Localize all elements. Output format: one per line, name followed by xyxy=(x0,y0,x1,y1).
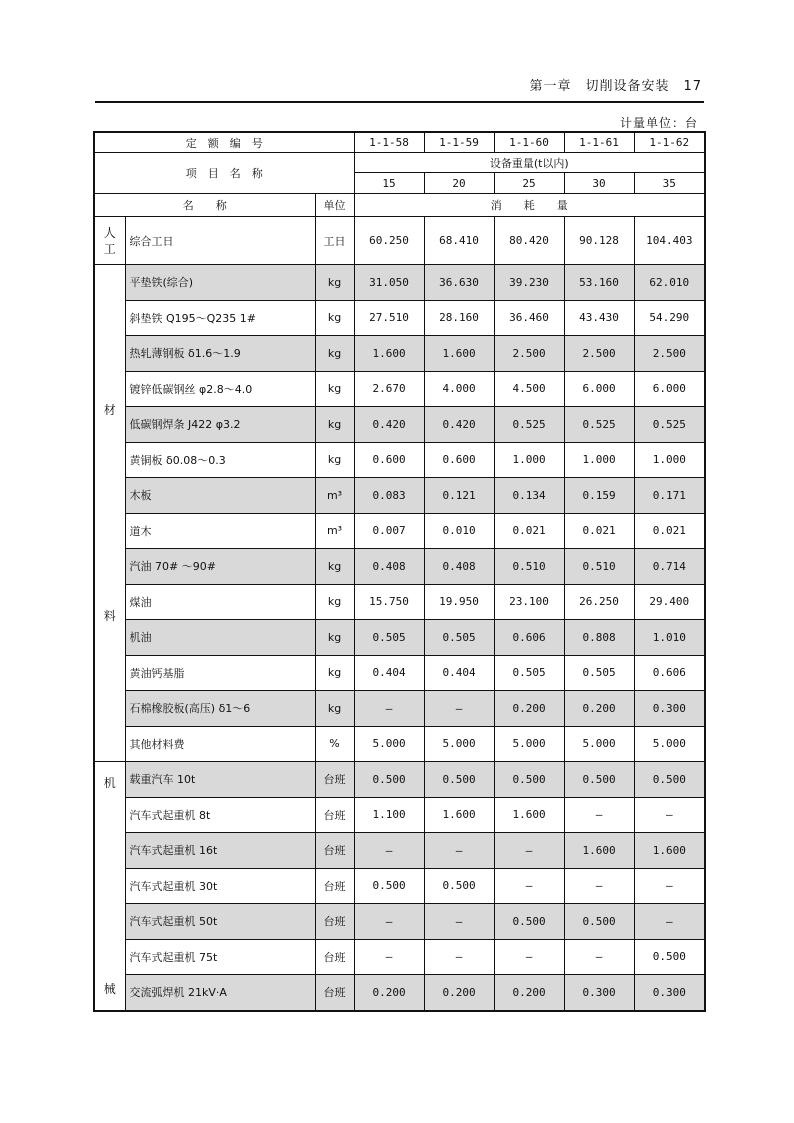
value-cell: — xyxy=(424,904,494,940)
value-cell: — xyxy=(424,833,494,869)
item-name: 汽车式起重机 30t xyxy=(125,868,315,904)
header-rule xyxy=(95,101,704,103)
value-cell: 1.600 xyxy=(424,797,494,833)
item-unit: kg xyxy=(315,655,354,691)
value-cell: 1.000 xyxy=(564,442,634,478)
code-cell: 1-1-60 xyxy=(494,132,564,153)
code-cell: 1-1-62 xyxy=(634,132,705,153)
value-cell: 0.134 xyxy=(494,478,564,514)
item-unit: 工日 xyxy=(315,217,354,265)
value-cell: 80.420 xyxy=(494,217,564,265)
item-name: 热轧薄钢板 δ1.6～1.9 xyxy=(125,336,315,372)
value-cell: 0.808 xyxy=(564,620,634,656)
value-cell: — xyxy=(424,691,494,727)
value-cell: 5.000 xyxy=(634,726,705,762)
item-name: 镀锌低碳钢丝 φ2.8～4.0 xyxy=(125,371,315,407)
unit-note: 计量单位：台 xyxy=(619,116,698,130)
chapter-header: 第一章 切削设备安装 17 xyxy=(529,79,702,94)
value-cell: 0.404 xyxy=(354,655,424,691)
value-cell: 0.500 xyxy=(354,868,424,904)
item-unit: % xyxy=(315,726,354,762)
table-row xyxy=(94,620,705,656)
value-cell: 6.000 xyxy=(564,371,634,407)
value-cell: 0.500 xyxy=(424,762,494,798)
value-cell: 0.500 xyxy=(494,762,564,798)
value-cell: 15.750 xyxy=(354,584,424,620)
quota-table xyxy=(93,131,706,1012)
value-cell: 0.500 xyxy=(634,939,705,975)
item-name: 黄油钙基脂 xyxy=(125,655,315,691)
value-cell: 0.420 xyxy=(424,407,494,443)
value-cell: 26.250 xyxy=(564,584,634,620)
value-cell: — xyxy=(634,797,705,833)
item-name: 载重汽车 10t xyxy=(125,762,315,798)
weight-cell: 25 xyxy=(494,173,564,194)
value-cell: 0.606 xyxy=(634,655,705,691)
table-row xyxy=(94,478,705,514)
value-cell: 0.500 xyxy=(354,762,424,798)
weight-label-row xyxy=(94,153,705,173)
value-cell: 0.121 xyxy=(424,478,494,514)
value-cell: 60.250 xyxy=(354,217,424,265)
value-cell: 43.430 xyxy=(564,300,634,336)
value-cell: 0.083 xyxy=(354,478,424,514)
table-row xyxy=(94,300,705,336)
item-name: 黄铜板 δ0.08～0.3 xyxy=(125,442,315,478)
value-cell: 104.403 xyxy=(634,217,705,265)
value-cell: — xyxy=(564,939,634,975)
value-cell: 19.950 xyxy=(424,584,494,620)
value-cell: 0.510 xyxy=(494,549,564,585)
value-cell: 1.000 xyxy=(494,442,564,478)
code-cell: 1-1-59 xyxy=(424,132,494,153)
category-machine: 机 械 xyxy=(94,762,125,1011)
value-cell: 36.630 xyxy=(424,265,494,301)
value-cell: 29.400 xyxy=(634,584,705,620)
item-name: 其他材料费 xyxy=(125,726,315,762)
item-name: 综合工日 xyxy=(125,217,315,265)
item-unit: 台班 xyxy=(315,762,354,798)
value-cell: — xyxy=(564,868,634,904)
table-row xyxy=(94,371,705,407)
value-cell: 1.600 xyxy=(564,833,634,869)
item-name: 汽车式起重机 16t xyxy=(125,833,315,869)
code-cell: 1-1-58 xyxy=(354,132,424,153)
value-cell: 0.007 xyxy=(354,513,424,549)
item-unit: 台班 xyxy=(315,797,354,833)
item-unit: kg xyxy=(315,442,354,478)
name-label: 名 称 xyxy=(94,194,315,217)
item-unit: 台班 xyxy=(315,868,354,904)
item-name: 汽车式起重机 75t xyxy=(125,939,315,975)
value-cell: 0.525 xyxy=(564,407,634,443)
table-row xyxy=(94,975,705,1011)
value-cell: 0.505 xyxy=(564,655,634,691)
item-unit: kg xyxy=(315,549,354,585)
item-name: 交流弧焊机 21kV·A xyxy=(125,975,315,1011)
item-unit: 台班 xyxy=(315,904,354,940)
value-cell: — xyxy=(354,939,424,975)
table-row xyxy=(94,442,705,478)
value-cell: — xyxy=(634,904,705,940)
weight-cell: 15 xyxy=(354,173,424,194)
value-cell: 5.000 xyxy=(494,726,564,762)
table-row xyxy=(94,513,705,549)
item-name: 机油 xyxy=(125,620,315,656)
item-name: 低碳钢焊条 J422 φ3.2 xyxy=(125,407,315,443)
value-cell: 0.200 xyxy=(564,691,634,727)
unit-label: 单位 xyxy=(315,194,354,217)
table-row xyxy=(94,762,705,798)
consumption-label: 消 耗 量 xyxy=(354,194,705,217)
value-cell: 1.600 xyxy=(494,797,564,833)
category-material: 材 料 xyxy=(94,265,125,762)
value-cell: — xyxy=(564,797,634,833)
value-cell: 0.500 xyxy=(564,762,634,798)
value-cell: 0.505 xyxy=(424,620,494,656)
value-cell: 1.600 xyxy=(354,336,424,372)
code-cell: 1-1-61 xyxy=(564,132,634,153)
item-label: 项 目 名 称 xyxy=(94,153,354,194)
value-cell: 0.404 xyxy=(424,655,494,691)
value-cell: 0.300 xyxy=(634,975,705,1011)
value-cell: 5.000 xyxy=(564,726,634,762)
item-name: 道木 xyxy=(125,513,315,549)
value-cell: 0.021 xyxy=(634,513,705,549)
item-name: 汽车式起重机 50t xyxy=(125,904,315,940)
value-cell: 54.290 xyxy=(634,300,705,336)
table-row xyxy=(94,217,705,265)
weight-label: 设备重量(t以内) xyxy=(354,153,705,173)
value-cell: 1.600 xyxy=(634,833,705,869)
value-cell: 4.500 xyxy=(494,371,564,407)
value-cell: 0.600 xyxy=(354,442,424,478)
value-cell: 0.500 xyxy=(424,868,494,904)
item-unit: kg xyxy=(315,265,354,301)
item-unit: 台班 xyxy=(315,975,354,1011)
table-row xyxy=(94,726,705,762)
table-row xyxy=(94,833,705,869)
value-cell: 0.500 xyxy=(634,762,705,798)
quota-code-row xyxy=(94,132,705,153)
table-row xyxy=(94,265,705,301)
table-row xyxy=(94,407,705,443)
item-name: 平垫铁(综合) xyxy=(125,265,315,301)
value-cell: 0.500 xyxy=(564,904,634,940)
table-row xyxy=(94,336,705,372)
value-cell: 31.050 xyxy=(354,265,424,301)
value-cell: 2.670 xyxy=(354,371,424,407)
weight-cell: 35 xyxy=(634,173,705,194)
value-cell: 23.100 xyxy=(494,584,564,620)
value-cell: 0.600 xyxy=(424,442,494,478)
table-row xyxy=(94,584,705,620)
item-name: 石棉橡胶板(高压) δ1～6 xyxy=(125,691,315,727)
value-cell: 5.000 xyxy=(354,726,424,762)
value-cell: 2.500 xyxy=(634,336,705,372)
item-name: 斜垫铁 Q195～Q235 1# xyxy=(125,300,315,336)
value-cell: 1.100 xyxy=(354,797,424,833)
value-cell: 0.021 xyxy=(494,513,564,549)
value-cell: 0.505 xyxy=(354,620,424,656)
table-row xyxy=(94,939,705,975)
value-cell: — xyxy=(354,904,424,940)
weight-cell: 30 xyxy=(564,173,634,194)
value-cell: 0.420 xyxy=(354,407,424,443)
value-cell: 0.525 xyxy=(494,407,564,443)
value-cell: 1.010 xyxy=(634,620,705,656)
value-cell: 0.408 xyxy=(354,549,424,585)
value-cell: 0.500 xyxy=(494,904,564,940)
value-cell: — xyxy=(354,691,424,727)
value-cell: — xyxy=(494,833,564,869)
value-cell: 62.010 xyxy=(634,265,705,301)
value-cell: — xyxy=(634,868,705,904)
value-cell: — xyxy=(354,833,424,869)
value-cell: 0.200 xyxy=(424,975,494,1011)
value-cell: 90.128 xyxy=(564,217,634,265)
value-cell: 0.010 xyxy=(424,513,494,549)
value-cell: 1.600 xyxy=(424,336,494,372)
value-cell: 0.200 xyxy=(354,975,424,1011)
item-unit: kg xyxy=(315,691,354,727)
item-unit: m³ xyxy=(315,478,354,514)
table-row xyxy=(94,655,705,691)
table-row xyxy=(94,868,705,904)
item-name: 煤油 xyxy=(125,584,315,620)
item-name: 汽油 70# ～90# xyxy=(125,549,315,585)
quota-label: 定 额 编 号 xyxy=(94,132,354,153)
weight-cell: 20 xyxy=(424,173,494,194)
item-name: 汽车式起重机 8t xyxy=(125,797,315,833)
value-cell: 0.510 xyxy=(564,549,634,585)
value-cell: 0.525 xyxy=(634,407,705,443)
value-cell: 1.000 xyxy=(634,442,705,478)
value-cell: 0.159 xyxy=(564,478,634,514)
item-unit: kg xyxy=(315,584,354,620)
value-cell: 0.300 xyxy=(564,975,634,1011)
item-unit: kg xyxy=(315,371,354,407)
value-cell: 53.160 xyxy=(564,265,634,301)
item-unit: 台班 xyxy=(315,833,354,869)
value-cell: 0.300 xyxy=(634,691,705,727)
value-cell: 2.500 xyxy=(564,336,634,372)
item-unit: m³ xyxy=(315,513,354,549)
table-row xyxy=(94,797,705,833)
value-cell: 27.510 xyxy=(354,300,424,336)
item-unit: 台班 xyxy=(315,939,354,975)
value-cell: 0.021 xyxy=(564,513,634,549)
value-cell: 6.000 xyxy=(634,371,705,407)
value-cell: 2.500 xyxy=(494,336,564,372)
category-labor: 人 工 xyxy=(94,217,125,265)
table-row xyxy=(94,904,705,940)
item-unit: kg xyxy=(315,407,354,443)
value-cell: — xyxy=(494,939,564,975)
item-unit: kg xyxy=(315,300,354,336)
value-cell: 5.000 xyxy=(424,726,494,762)
value-cell: 0.714 xyxy=(634,549,705,585)
item-name: 木板 xyxy=(125,478,315,514)
item-unit: kg xyxy=(315,620,354,656)
column-header-row xyxy=(94,194,705,217)
value-cell: 36.460 xyxy=(494,300,564,336)
table-row xyxy=(94,691,705,727)
value-cell: 39.230 xyxy=(494,265,564,301)
item-unit: kg xyxy=(315,336,354,372)
value-cell: — xyxy=(494,868,564,904)
value-cell: 0.408 xyxy=(424,549,494,585)
value-cell: 4.000 xyxy=(424,371,494,407)
value-cell: 68.410 xyxy=(424,217,494,265)
value-cell: 0.606 xyxy=(494,620,564,656)
table-row xyxy=(94,549,705,585)
value-cell: 0.200 xyxy=(494,975,564,1011)
value-cell: — xyxy=(424,939,494,975)
value-cell: 0.171 xyxy=(634,478,705,514)
value-cell: 0.505 xyxy=(494,655,564,691)
value-cell: 28.160 xyxy=(424,300,494,336)
value-cell: 0.200 xyxy=(494,691,564,727)
